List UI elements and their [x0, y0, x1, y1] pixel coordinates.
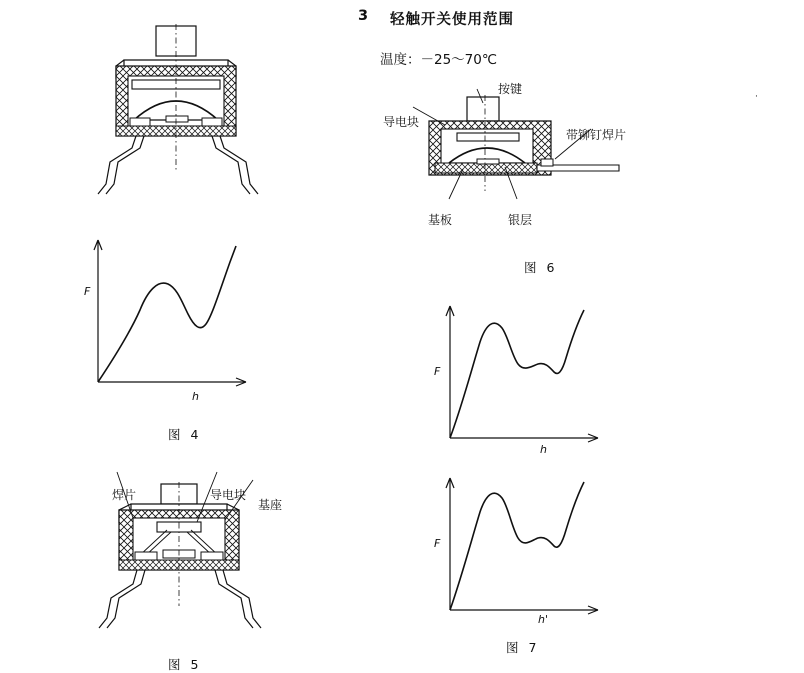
chart-fig7-lower-xlabel: h'	[538, 613, 548, 626]
callout-solder-tab-label: 焊片	[112, 488, 137, 502]
chart-fig7-lower-ylabel: F	[434, 537, 441, 550]
callout-base-label: 基座	[258, 498, 283, 512]
chart-fig4-ylabel: F	[84, 285, 91, 298]
callout-conductive-block-label-fig5: 导电块	[210, 488, 247, 502]
figure-caption-fig7: 图 7	[506, 640, 540, 655]
callout-base-plate-label: 基板	[428, 213, 453, 227]
figure-caption-fig4: 图 4	[168, 427, 202, 442]
figure-switch-fig6	[405, 95, 640, 220]
chart-fig7-lower	[428, 470, 618, 625]
chart-fig7-upper-xlabel: h	[540, 443, 547, 456]
figure-caption-fig6: 图 6	[524, 260, 558, 275]
callout-conductive-block-label: 导电块	[383, 115, 420, 129]
margin-tick: ·	[755, 92, 758, 102]
temperature-range: 温度：－25～70℃	[380, 52, 498, 68]
section-number: 3	[358, 8, 370, 24]
chart-fig7-upper-ylabel: F	[434, 365, 441, 378]
page-title: 轻触开关使用范围	[390, 12, 514, 28]
chart-fig4-xlabel: h	[192, 390, 199, 403]
figure-switch-top-left	[60, 20, 300, 210]
chart-fig4	[78, 232, 268, 397]
figure-caption-fig5: 图 5	[168, 657, 202, 672]
callout-riveted-solder-tab-label: 带铆钉焊片	[566, 128, 627, 142]
callout-silver-layer-label: 银层	[508, 213, 533, 227]
callout-button-label: 按键	[498, 82, 523, 96]
chart-fig7-upper	[428, 298, 618, 453]
